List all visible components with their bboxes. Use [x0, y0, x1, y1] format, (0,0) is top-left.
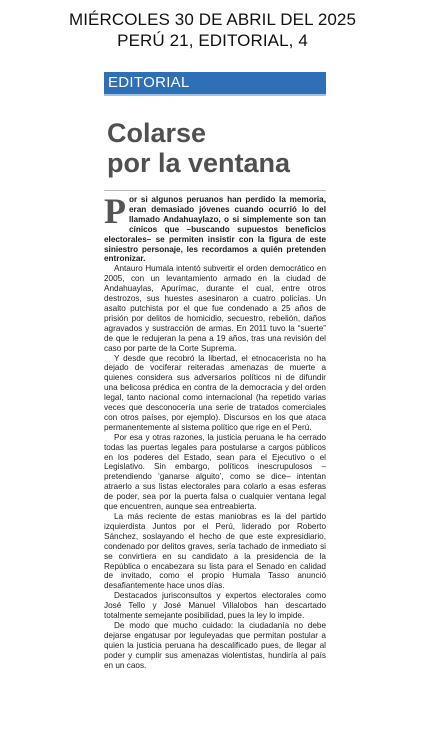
lead-text: or si algunos peruanos han perdido la memoria, eran demasiado jóvenes cuando ocurrió lo del llamado Andahuaylazo, o si simplemente son tan cínicos que –buscando supuestos beneficios electorales– se permiten insistir con la figura de este siniestro personaje, les recordamos a quién pretenden entronizar.: [104, 195, 326, 264]
paragraph-4: La más reciente de estas maniobras es la del partido izquierdista Juntos por el Perú, liderado por Roberto Sánchez, soslayando el hecho de que este expresidiario, condenado por delitos graves, sería tachado de inmediato si se convirtiera en su candidato a la presidencia de la República o encabezara su lista para el Senado en calidad de invitado, como el propio Humala Tasso anunció desafiantemente hace unos días.: [104, 512, 326, 591]
publication-source: PERÚ 21, EDITORIAL, 4: [117, 31, 308, 50]
article-title: [104, 118, 326, 178]
paragraph-2: Y desde que recobró la libertad, el etnocacerista no ha dejado de vociferar reiteradas amenazas de muerte a quienes considera sus adversarios políticos ni de difundir una belicosa prédica en contra de la democracia y del orden legal, tanto nacional como internacional (ha repetido varias veces que desconocería una serie de tratados comerciales con otros países, por ejemplo). Discursos en los que ataca permanentemente al sistema político que rige en el Perú.: [104, 353, 326, 432]
publication-date: MIÉRCOLES 30 DE ABRIL DEL 2025: [68, 10, 357, 29]
lead-paragraph: [104, 191, 326, 264]
drop-cap: P: [104, 191, 126, 231]
section-label: EDITORIAL: [104, 72, 326, 96]
paragraph-3: Por esa y otras razones, la justicia peruana le ha cerrado todas las puertas legales para postularse a cargos públicos en los poderes del Estado, sean para el Ejecutivo o el Legislativo. Sin embargo, políticos inescrupulosos –pretendiendo ‘ganarse alguito’, como se dice– intentan atraerlo a sus listas electorales para colarlo a esas esferas de poder, sea por la puerta falsa o cualquier ventana legal que encuentren, aunque sea entreabierta.: [104, 432, 326, 512]
title-divider: [104, 190, 326, 191]
article-body: [104, 191, 326, 671]
paragraph-5: Destacados jurisconsultos y expertos electorales como José Tello y José Manuel Villalobos han descartado totalmente semejante posibilidad, pues la ley lo impide.: [104, 591, 326, 621]
title-line-1: Colarse: [107, 118, 207, 148]
paragraph-1: Antauro Humala intentó subvertir el orden democrático en 2005, con un levantamiento armado en la ciudad de Andahuaylas, Apurímac, durante el cual, entre otros destrozos, sus huestes asesinaron a cuatro policías. Un asalto putchista por el que fue condenado a 25 años de prisión por delitos de homicidio, secuestro, rebelión, daños agravados y sustracción de armas. En 2011 tuvo la “suerte” de que le redujeran la pena a 19 años, tras una revisión del caso por parte de la Corte Suprema.: [104, 264, 326, 353]
paragraph-6: De modo que mucho cuidado: la ciudadanía no debe dejarse engatusar por leguleyadas que permitan postular a quien la justicia peruana ha descalificado pues, de llegar al poder y cumplir sus amenazas violentistas, hundiría al país en un caos.: [104, 620, 326, 670]
clipping-header: [0, 9, 425, 51]
title-line-2: por la ventana: [107, 148, 291, 178]
editorial-clipping: [104, 72, 326, 671]
